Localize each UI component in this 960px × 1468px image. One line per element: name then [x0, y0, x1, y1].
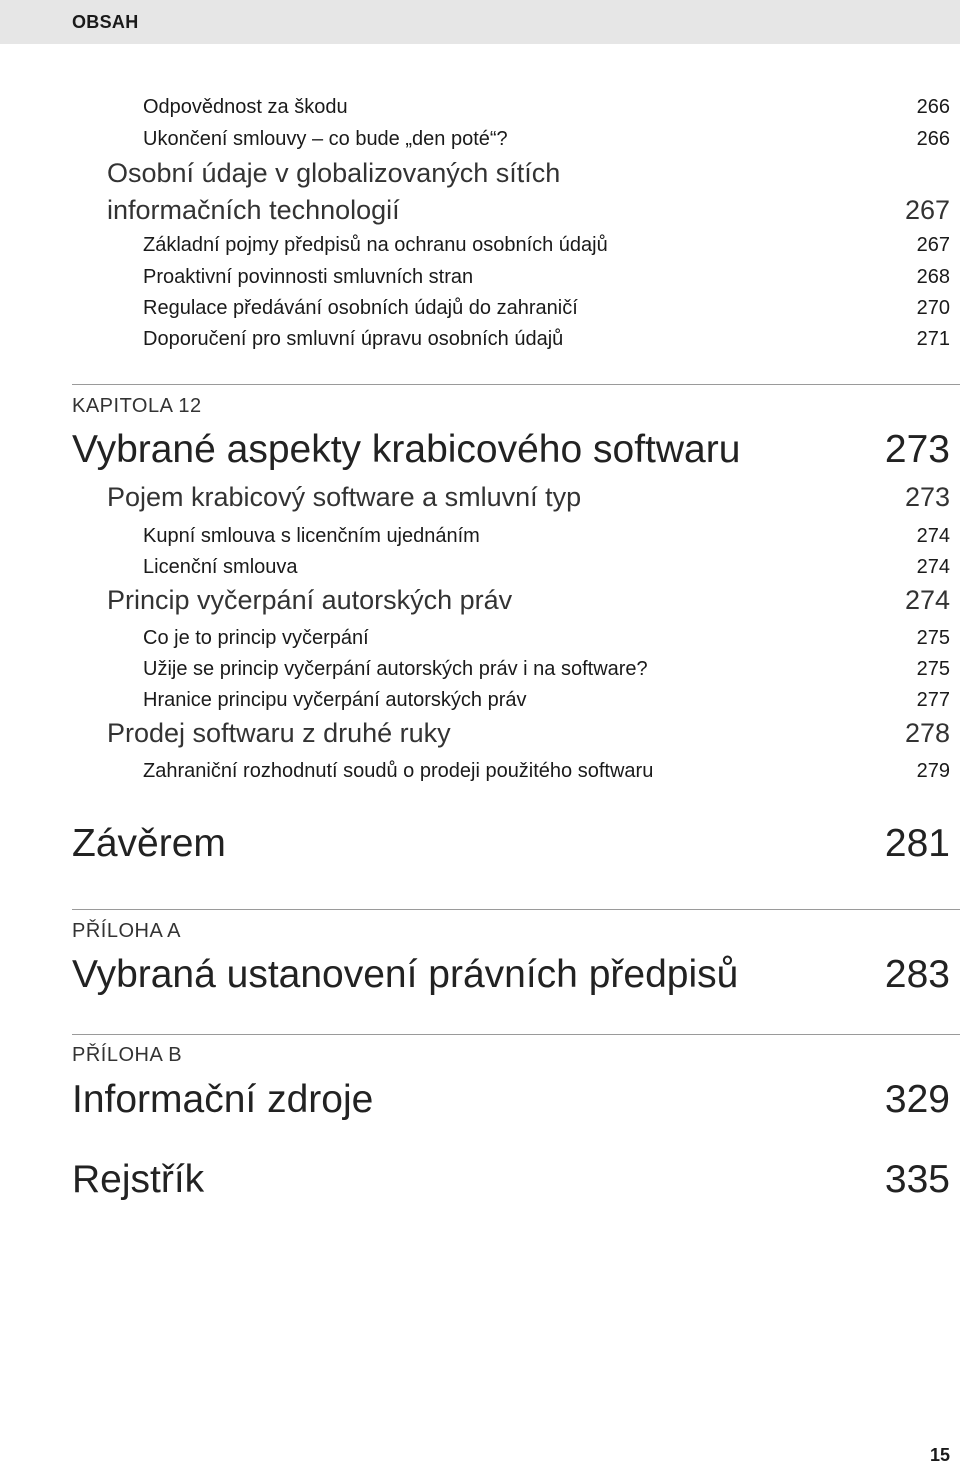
- section-divider: [72, 909, 960, 910]
- toc-entry-title: Co je to princip vyčerpání: [143, 627, 369, 649]
- toc-chapter-entry[interactable]: [0, 1078, 950, 1122]
- toc-chapter-entry[interactable]: [0, 822, 950, 866]
- toc-entry-title: Užije se princip vyčerpání autorských práv i na software?: [143, 658, 648, 680]
- toc-entry-title: Odpovědnost za škodu: [143, 96, 348, 118]
- toc-entry[interactable]: [0, 234, 950, 257]
- toc-entry[interactable]: [0, 96, 950, 119]
- toc-entry-title: Ukončení smlouvy – co bude „den poté“?: [143, 128, 508, 150]
- toc-entry[interactable]: [0, 556, 950, 579]
- toc-entry-page: 266: [916, 128, 950, 150]
- toc-entry[interactable]: [0, 627, 950, 650]
- toc-entry-page: 274: [904, 585, 950, 615]
- toc-entry-title: Hranice principu vyčerpání autorských práv: [143, 689, 527, 711]
- toc-entry-title: informačních technologií: [107, 195, 400, 225]
- appendix-label: PŘÍLOHA A: [72, 920, 181, 942]
- chapter-label: KAPITOLA 12: [72, 395, 202, 417]
- appendix-label: PŘÍLOHA B: [72, 1044, 183, 1066]
- toc-entry-title: Licenční smlouva: [143, 556, 298, 578]
- section-divider: [72, 1034, 960, 1035]
- toc-entry[interactable]: [0, 689, 950, 712]
- toc-entry-page: 268: [916, 266, 950, 288]
- toc-entry[interactable]: [0, 266, 950, 289]
- chapter-title: Vybrané aspekty krabicového softwaru: [72, 428, 741, 471]
- toc-entry-title: Proaktivní povinnosti smluvních stran: [143, 266, 474, 288]
- index-title: Rejstřík: [72, 1158, 205, 1201]
- toc-entry[interactable]: [0, 525, 950, 548]
- toc-entry-page: 274: [916, 556, 950, 578]
- toc-entry-page: 271: [916, 328, 950, 350]
- toc-entry-title: Regulace předávání osobních údajů do zahraničí: [143, 297, 578, 319]
- toc-entry-page: 273: [904, 482, 950, 512]
- toc-entry-page: 279: [916, 760, 950, 782]
- conclusion-page: 281: [884, 822, 950, 865]
- toc-section-entry[interactable]: [0, 718, 950, 749]
- appendix-page: 283: [884, 953, 950, 996]
- appendix-title: Informační zdroje: [72, 1078, 374, 1121]
- toc-entry[interactable]: [0, 328, 950, 351]
- running-header: [0, 0, 960, 44]
- toc-section-entry[interactable]: [0, 482, 950, 513]
- toc-entry-page: 267: [916, 234, 950, 256]
- toc-entry-page: 267: [904, 195, 950, 225]
- toc-chapter-entry[interactable]: [0, 1158, 950, 1202]
- toc-entry[interactable]: [0, 760, 950, 783]
- toc-entry-title: Osobní údaje v globalizovaných sítích: [107, 158, 561, 188]
- toc-entry-page: 266: [916, 96, 950, 118]
- appendix-page: 329: [884, 1078, 950, 1121]
- toc-section-entry[interactable]: [0, 585, 950, 616]
- index-page: 335: [884, 1158, 950, 1201]
- toc-section-entry[interactable]: [0, 158, 950, 189]
- toc-chapter-entry[interactable]: [0, 953, 950, 997]
- toc-section-entry[interactable]: [0, 195, 950, 226]
- toc-entry-page: 278: [904, 718, 950, 748]
- toc-entry-title: Zahraniční rozhodnutí soudů o prodeji použitého softwaru: [143, 760, 654, 782]
- toc-entry-page: 275: [916, 627, 950, 649]
- toc-entry[interactable]: [0, 658, 950, 681]
- toc-entry-title: Základní pojmy předpisů na ochranu osobních údajů: [143, 234, 608, 256]
- section-divider: [72, 384, 960, 385]
- toc-entry-title: Pojem krabicový software a smluvní typ: [107, 482, 582, 512]
- toc-entry[interactable]: [0, 297, 950, 320]
- toc-entry-title: Kupní smlouva s licenčním ujednáním: [143, 525, 480, 547]
- toc-entry-title: Prodej softwaru z druhé ruky: [107, 718, 451, 748]
- toc-entry-page: 270: [916, 297, 950, 319]
- toc-entry-page: 274: [916, 525, 950, 547]
- toc-entry-title: Doporučení pro smluvní úpravu osobních údajů: [143, 328, 564, 350]
- page-number: 15: [929, 1445, 950, 1465]
- running-header-title: OBSAH: [72, 12, 139, 32]
- toc-chapter-entry[interactable]: [0, 428, 950, 472]
- toc-entry[interactable]: [0, 128, 950, 151]
- appendix-title: Vybraná ustanovení právních předpisů: [72, 953, 739, 996]
- chapter-page: 273: [884, 428, 950, 471]
- toc-entry-page: 275: [916, 658, 950, 680]
- conclusion-title: Závěrem: [72, 822, 226, 865]
- toc-entry-title: Princip vyčerpání autorských práv: [107, 585, 513, 615]
- toc-entry-page: 277: [916, 689, 950, 711]
